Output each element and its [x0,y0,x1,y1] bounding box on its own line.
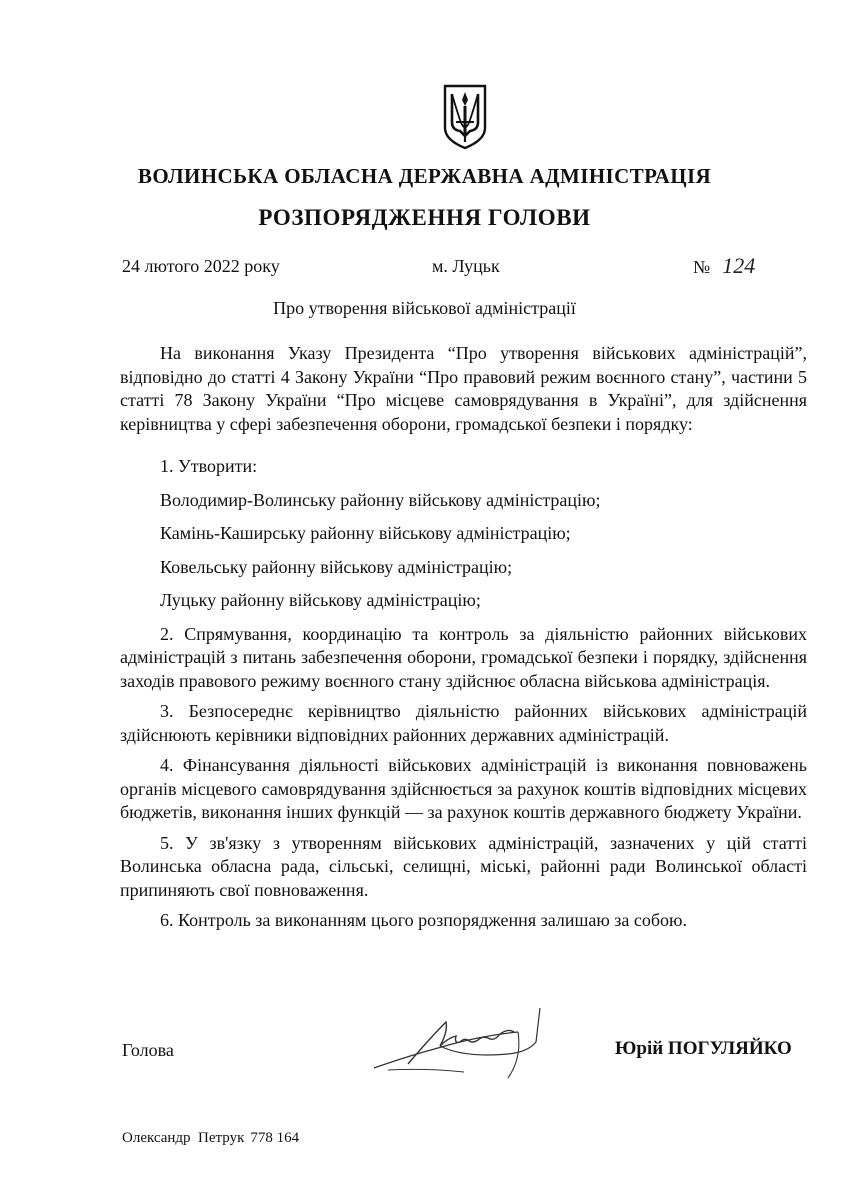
organization-name: ВОЛИНСЬКА ОБЛАСНА ДЕРЖАВНА АДМІНІСТРАЦІЯ [137,164,712,188]
executor-name: Олександр Петрук [122,1130,245,1146]
list-item: Ковельську районну військову адміністрацію; [160,556,513,577]
item-1-title: 1. Утворити: [160,456,258,476]
paragraph-5: 5. У зв'язку з утворенням військових адміністрацій, зазначених у цій статті Волинська обласна рада, сільські, селищні, міські, районні ради Волинської області припиняють свої повноваження. [120,832,807,900]
document-number [693,253,755,279]
paragraph-4: 4. Фінансування діяльності військових адміністрацій із виконання повноважень органів місцевого самоврядування здійснюється за рахунок коштів відповідних місцевих бюджетів, виконання інших функцій — за рахунок коштів державного бюджету України. [120,755,807,822]
paragraph-6: 6. Контроль за виконанням цього розпорядження залишаю за собою. [160,910,687,930]
document-body [120,342,807,933]
document-city: м. Луцьк [432,256,500,276]
executor-info [122,1130,299,1147]
list-item: Камінь-Каширську районну військову адміністрацію; [160,523,571,543]
handwritten-signature-icon [368,998,568,1090]
paragraph-3: 3. Безпосереднє керівництво діяльністю районних військових адміністрацій здійснюють керівники відповідних районних державних адміністрацій. [120,701,807,745]
paragraph-2: 2. Спрямування, координацію та контроль за діяльністю районних військових адміністрацій з питань забезпечення оборони, громадської безпеки і порядку, здійснення заходів правового режиму воєнного стану здійснює обласна військова адміністрація. [120,623,807,691]
signatory-title: Голова [122,1040,174,1060]
signatory-name: Юрій ПОГУЛЯЙКО [615,1038,792,1059]
document-subject: Про утворення військової адміністрації [273,298,576,318]
document-type: РОЗПОРЯДЖЕННЯ ГОЛОВИ [258,205,591,230]
preamble-paragraph: На виконання Указу Президента “Про утворення військових адміністрацій”, відповідно до статті 4 Закону України “Про правовий режим воєнного стану”, частини 5 статті 78 Закону України “Про місцеве самоврядування в Україні”, для здійснення керівництва у сфері забезпечення оборони, громадської безпеки і порядку: [120,343,807,434]
list-item: Луцьку районну військову адміністрацію; [160,590,481,610]
list-item: Володимир-Волинську районну військову адміністрацію; [160,489,601,510]
number-value: 124 [722,253,756,278]
number-label: № [693,257,711,277]
executor-phone: 778 164 [250,1130,300,1146]
document-date: 24 лютого 2022 року [122,256,280,276]
trident-icon [442,84,488,150]
